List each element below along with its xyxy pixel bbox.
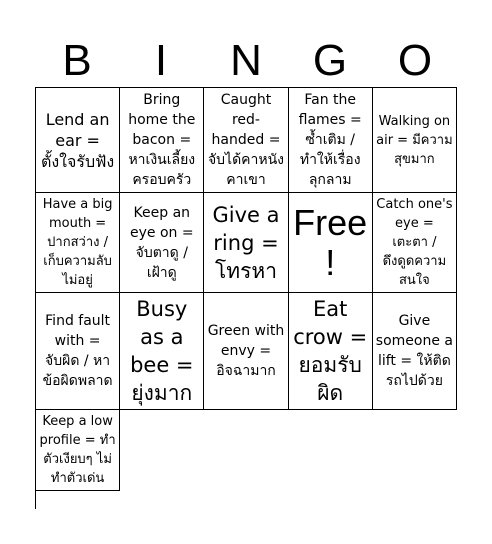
bingo-cell[interactable] (36, 410, 120, 491)
bingo-cell[interactable] (204, 193, 288, 293)
header-letter-b: B (62, 36, 92, 85)
cell-text: Caught red-handed = จับได้คาหนังคาเขา (207, 92, 285, 188)
cell-text: Eat crow = ยอมรับผิด (293, 297, 368, 405)
bingo-cell[interactable] (120, 293, 204, 410)
bingo-cell[interactable] (120, 88, 204, 193)
bingo-cell[interactable] (289, 88, 373, 193)
cell-text: Fan the flames = ซ้ำเติม / ทำให้เรื่องลุกลาม (298, 92, 362, 188)
bingo-cell[interactable] (36, 88, 120, 193)
free-space-label: Free! (293, 201, 368, 283)
free-space[interactable] (289, 193, 373, 293)
header-letter-g: G (312, 36, 348, 85)
bingo-cell[interactable] (289, 293, 373, 410)
cell-text: Give someone a lift = ให้ติดรถไปด้วย (375, 313, 453, 389)
bingo-cell[interactable] (36, 193, 120, 293)
bingo-cell[interactable] (204, 88, 288, 193)
header-letter-o: O (397, 36, 433, 85)
cell-text: Give a ring = โทรหา (212, 202, 280, 283)
bingo-board (35, 87, 457, 509)
cell-text: Walking on air = มีความสุขมาก (376, 113, 453, 167)
bingo-cell[interactable] (120, 193, 204, 293)
cell-text: Catch one's eye = เตะตา / ดึงดูดความสนใจ (376, 197, 453, 288)
cell-text: Lend an ear = ตั้งใจรับฟัง (40, 109, 115, 171)
bingo-header (35, 36, 457, 86)
bingo-cell[interactable] (36, 293, 120, 410)
cell-text: Keep an eye on = จับตาดู / เฝ้าดู (129, 204, 194, 281)
header-letter-n: N (230, 36, 262, 85)
cell-text: Busy as a bee = ยุ่งมาก (130, 297, 194, 405)
cell-text: Bring home the bacon = หาเงินเลี้ยงครอบครัว (128, 92, 196, 188)
cell-text: Have a big mouth = ปากสว่าง / เก็บความลับไม่อยู่ (42, 197, 113, 288)
cell-text: Find fault with = จับผิด / หาข้อผิดพลาด (42, 313, 113, 389)
bingo-cell[interactable] (204, 293, 288, 410)
cell-text: Keep a low profile = ทำตัวเงียบๆ ไม่ทำตัวเด่น (39, 414, 116, 486)
bingo-cell[interactable] (373, 88, 457, 193)
header-letter-i: I (154, 36, 168, 85)
cell-text: Green with envy = อิจฉามาก (207, 323, 285, 379)
bingo-cell[interactable] (373, 293, 457, 410)
bingo-cell[interactable] (373, 193, 457, 293)
